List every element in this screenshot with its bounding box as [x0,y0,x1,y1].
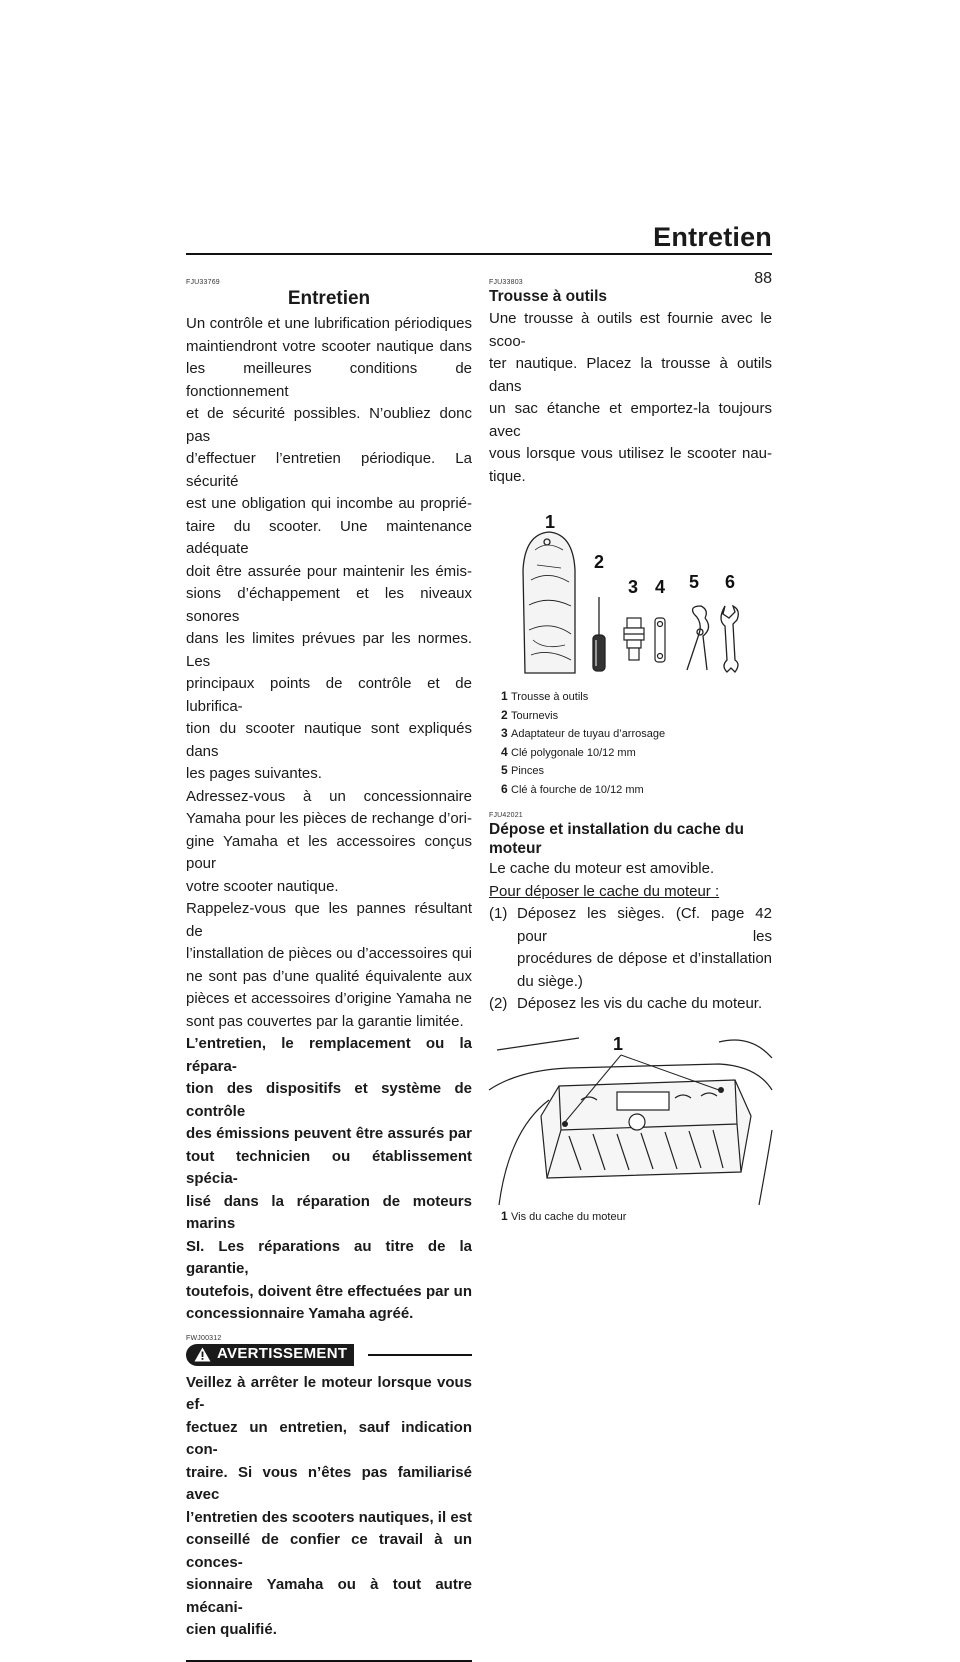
text-line: sionnaire Yamaha ou à tout autre mécani- [186,1576,472,1616]
screwdriver-icon [593,597,605,671]
toolkit-illustration [489,510,772,688]
caption-item: 2 Tournevis [501,707,559,722]
hose-adapter-icon [624,618,644,660]
text-line: d’effectuer l’entretien périodique. La sécurité [186,450,472,490]
text-line: ne sont pas d’une qualité équivalente aux [186,967,472,985]
warranty-paragraph [186,898,472,1033]
caption-item: 5 Pinces [501,763,545,777]
callout-4: 4 [655,577,666,597]
text-line: maintiendront votre scooter nautique dans [186,337,472,355]
text-line: les pages suivantes. [186,765,322,782]
toolkit-paragraph [489,308,772,488]
engine-cover-figure [489,1030,772,1208]
text-line: un sac étanche et emportez-la toujours avec [489,400,772,440]
caption-item: 4 Clé polygonale 10/12 mm [501,744,636,759]
ring-wrench-icon [655,618,665,662]
text-line: tique. [489,467,526,485]
text-line: vous lorsque vous utilisez le scooter nau- [489,445,772,462]
text-line: SI. Les réparations au titre de la garantie, [186,1237,472,1277]
text-line: gine Yamaha et les accessoires conçus pour [186,832,472,872]
text-line: concessionnaire Yamaha agréé. [186,1305,414,1322]
section-code: FJU33769 [186,279,220,286]
warning-header [186,1344,472,1366]
text-line: tout technicien ou établissement spécia- [186,1147,472,1187]
text-line: lisé dans la réparation de moteurs marins [186,1192,472,1232]
text-line: l’entretien des scooters nautiques, il est [186,1508,472,1526]
engine-cover-heading: Dépose et installation du cache du moteur [489,821,744,857]
caption-item: 1 Vis du cache du moteur [501,1208,627,1223]
text-line: traire. Si vous n’êtes pas familiarisé avec [186,1463,472,1503]
warning-text [186,1372,472,1642]
text-line: tion des dispositifs et système de contrôle [186,1080,472,1120]
callout-6: 6 [725,572,736,592]
tool-bag-icon [523,532,575,673]
engine-cover-caption [489,1208,772,1227]
text-line: l’installation de pièces ou d’accessoires qui [186,945,472,962]
text-line: principaux points de contrôle et de lubrifica- [186,675,472,715]
callout-1: 1 [545,512,556,532]
text-line: Rappelez-vous que les pannes résultant de [186,900,472,940]
text-line: du siège.) [517,972,583,990]
text-line: pièces et accessoires d’origine Yamaha ne [186,990,472,1007]
toolkit-figure [489,510,772,688]
callout-5: 5 [689,572,700,592]
text-line: fectuez un entretien, sauf indication con- [186,1418,472,1458]
toolkit-heading: Trousse à outils [489,288,608,305]
open-wrench-icon [721,606,738,672]
text-line: Un contrôle et une lubrification périodiques [186,315,472,332]
text-line: sions d’échappement et les niveaux sonores [186,585,472,625]
intro-paragraph [186,313,472,786]
text-line: Déposez les sièges. (Cf. page 42 pour les [517,905,772,945]
text-line: tion du scooter nautique sont expliqués dans [186,720,472,760]
text-line: doit être assurée pour maintenir les émis- [186,562,472,580]
text-line: est une obligation qui incombe au proprié- [186,495,472,512]
step-item: (1) Déposez les sièges. (Cf. page 42 pour les procédures de dépose et d’installation du siège.) [489,903,772,993]
text-line: toutefois, doivent être effectuées par un [186,1282,472,1300]
text-line: taire du scooter. Une maintenance adéquate [186,517,472,557]
text-line: Yamaha pour les pièces de rechange d’ori- [186,810,472,827]
dealer-paragraph [186,786,472,899]
text-line: sont pas couvertes par la garantie limitée. [186,1012,464,1030]
engine-cover-icon [541,1080,751,1178]
text-line: Adressez-vous à un concessionnaire [186,787,472,805]
header-rule [186,253,772,255]
pliers-icon [687,606,709,670]
step-item: (2) Déposez les vis du cache du moteur. [489,993,772,1016]
header-title: Entretien [653,222,772,252]
text-line: Déposez les vis du cache du moteur. [517,995,763,1012]
warning-triangle-icon [194,1347,211,1362]
text-line: Une trousse à outils est fournie avec le scoo- [489,310,772,350]
text-line: les meilleures conditions de fonctionnement [186,360,472,400]
caption-item: 6 Clé à fourche de 10/12 mm [501,781,644,796]
page-number: 88 [754,270,772,287]
section-code: FJU33803 [489,279,523,286]
text-line: procédures de dépose et d’installation [517,950,772,967]
section-code: FJU42021 [489,812,523,819]
callout-3: 3 [628,577,639,597]
text-line: Veillez à arrêter le moteur lorsque vous ef- [186,1373,472,1413]
left-column [186,278,472,1662]
text-line: des émissions peuvent être assurés par [186,1125,472,1142]
caption-item: 1 Trousse à outils [501,689,589,703]
callout-1: 1 [613,1033,624,1054]
warning-rule [368,1354,472,1356]
toolkit-captions [489,688,772,799]
engine-cover-intro: Le cache du moteur est amovible. [489,860,715,877]
text-line: L’entretien, le remplacement ou la répara- [186,1035,472,1075]
warning-code: FWJ00312 [186,1334,222,1342]
engine-cover-illustration [489,1030,772,1208]
procedure-title: Pour déposer le cache du moteur : [489,882,720,900]
text-line: dans les limites prévues par les normes. Les [186,630,472,670]
section-heading: Entretien [287,288,371,309]
emission-paragraph [186,1033,472,1326]
warning-end-rule [186,1660,472,1662]
text-line: et de sécurité possibles. N’oubliez donc pas [186,405,472,445]
warning-label: AVERTISSEMENT [217,1345,348,1363]
callout-2: 2 [594,552,605,572]
text-line: votre scooter nautique. [186,877,339,895]
caption-item: 3 Adaptateur de tuyau d’arrosage [501,726,666,740]
right-column [489,278,772,1226]
text-line: conseillé de confier ce travail à un conces- [186,1531,472,1571]
text-line: ter nautique. Placez la trousse à outils dans [489,355,772,395]
warning-badge [186,1344,354,1366]
text-line: cien qualifié. [186,1621,277,1638]
